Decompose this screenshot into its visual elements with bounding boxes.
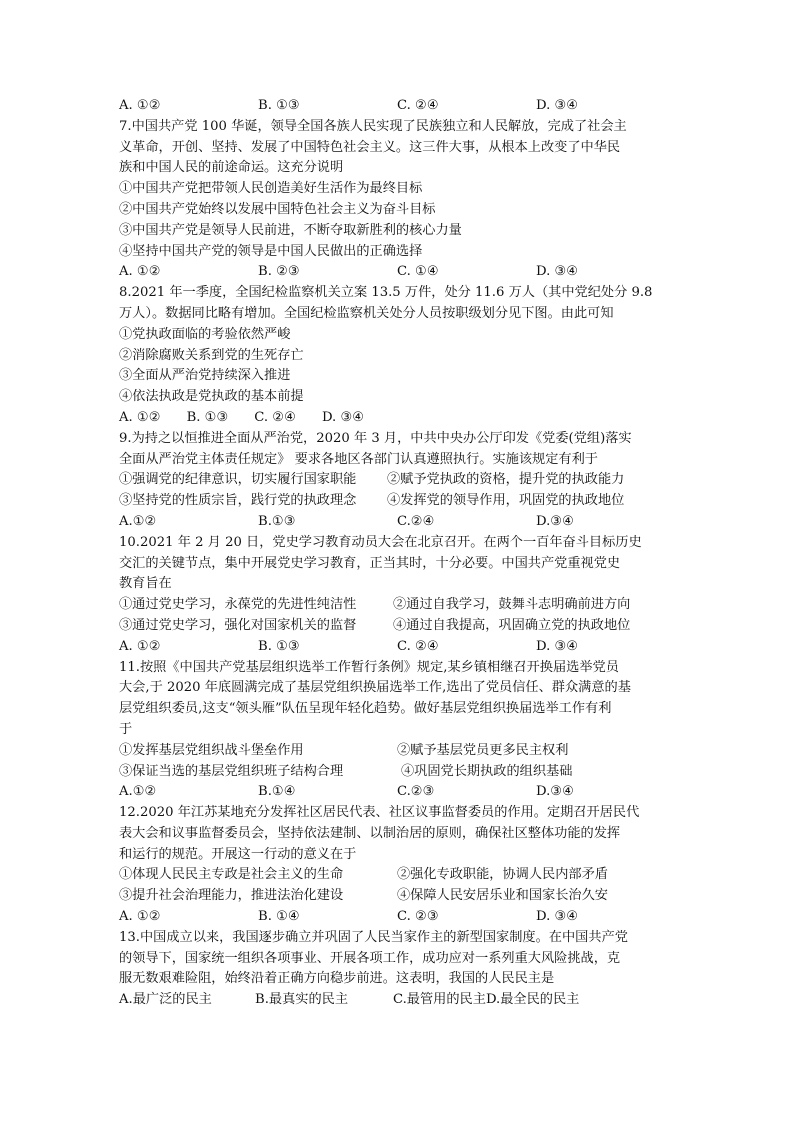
q10-option-d: D. ③④ — [536, 638, 579, 654]
q11-stem-line: 11.按照《中国共产党基层组织选举工作暂行条例》规定,某乡镇相继召开换届选举党员 — [119, 659, 619, 675]
q12-option-a: A. ①② — [119, 909, 161, 925]
q8-option-a: A. ①② — [119, 409, 161, 425]
question-12 — [119, 803, 689, 928]
q9-stem-line: 全面从严治党主体责任规定》 要求各地区各部门认真遵照执行。实施该规定有利于 — [119, 451, 598, 467]
q9-item-row — [119, 470, 689, 491]
q11-stem-line: 大会,于 2020 年底圆满完成了基层党组织换届选举工作,选出了党员信任、群众满意的基 — [119, 680, 631, 696]
q13-options — [119, 990, 689, 1011]
q12-item: ①体现人民民主专政是社会主义的生命 — [119, 867, 344, 883]
q9-item-row — [119, 491, 689, 512]
q10-stem-line: 教育旨在 — [119, 576, 172, 592]
q10-stem-line: 10.2021 年 2 月 20 日，党史学习教育动员大会在北京召开。在两个一百年奋斗目标历史 — [119, 534, 642, 550]
q7-stem-line: 族和中国人民的前途命运。这充分说明 — [119, 160, 344, 176]
exam-page — [119, 96, 689, 1011]
q11-options — [119, 782, 689, 803]
q10-item-row — [119, 616, 689, 637]
q7-item: ③中国共产党是领导人民前进，不断夺取新胜利的核心力量 — [119, 222, 462, 238]
q9-option-d: D.③④ — [536, 513, 574, 529]
q11-option-a: A.①② — [119, 784, 157, 800]
q9-option-a: A.①② — [119, 513, 157, 529]
q13-option-b: B.最真实的民主 — [255, 992, 349, 1008]
q11-item: ②赋予基层党员更多民主权利 — [397, 742, 569, 758]
q9-option-b: B.①③ — [258, 513, 296, 529]
q7-option-c: C. ①④ — [397, 264, 439, 280]
q6-option-a: A. ①② — [119, 98, 161, 113]
q7-option-a: A. ①② — [119, 264, 161, 280]
q6-option-c: C. ②④ — [397, 98, 439, 113]
q12-option-c: C. ②③ — [397, 909, 439, 925]
q9-item: ④发挥党的领导作用，巩固党的执政地位 — [387, 493, 625, 509]
q8-stem-line: 8.2021 年一季度，全国纪检监察机关立案 13.5 万件，处分 11.6 万人（其中党纪处分 9.8 — [119, 285, 653, 301]
q9-item: ②赋予党执政的资格，提升党的执政能力 — [387, 472, 625, 488]
q10-stem-line: 交汇的关键节点，集中开展党史学习教育，正当其时，十分必要。中国共产党重视党史 — [119, 555, 621, 571]
q10-item: ④通过自我提高，巩固确立党的执政地位 — [393, 617, 631, 633]
q13-stem-line: 服无数艰难险阻，始终沿着正确方向稳步前进。这表明，我国的人民民主是 — [119, 971, 555, 987]
q13-option-c: C.最管用的民主 — [393, 992, 486, 1008]
q10-option-b: B. ①③ — [258, 638, 300, 654]
q12-option-d: D. ③④ — [536, 909, 579, 925]
q11-item-row — [119, 741, 689, 762]
q11-option-c: C.②③ — [397, 784, 435, 800]
q7-options — [119, 262, 689, 283]
q8-item: ②消除腐败关系到党的生死存亡 — [119, 347, 304, 363]
q8-option-d: D. ③④ — [321, 409, 365, 425]
q6-options — [119, 96, 689, 117]
q11-stem-line: 于 — [119, 721, 133, 737]
q10-option-c: C. ②④ — [397, 638, 439, 654]
q8-item: ③全面从严治党持续深入推进 — [119, 368, 291, 384]
q10-options — [119, 637, 689, 658]
q9-options — [119, 512, 689, 533]
q7-option-b: B. ②③ — [258, 264, 300, 280]
q7-item: ④坚持中国共产党的领导是中国人民做出的正确选择 — [119, 243, 423, 259]
question-7 — [119, 117, 689, 283]
q8-stem-line: 万人）。数据同比略有增加。全国纪检监察机关处分人员按职级划分见下图。由此可知 — [119, 305, 614, 321]
q7-item: ②中国共产党始终以发展中国特色社会主义为奋斗目标 — [119, 201, 436, 217]
q8-item: ①党执政面临的考验依然严峻 — [119, 326, 291, 342]
q9-item: ③坚持党的性质宗旨，践行党的执政理念 — [119, 493, 357, 509]
q9-option-c: C.②④ — [397, 513, 435, 529]
q12-stem-line: 12.2020 年江苏某地充分发挥社区居民代表、社区议事监督委员的作用。定期召开居民代 — [119, 805, 640, 821]
q10-option-a: A. ①② — [119, 638, 161, 654]
q8-options — [119, 408, 689, 429]
question-9 — [119, 429, 689, 533]
q8-option-b: B. ①③ — [186, 409, 229, 425]
q12-stem-line: 和运行的规范。开展这一行动的意义在于 — [119, 846, 357, 862]
q13-stem-line: 的领导下，国家统一组织各项事业、开展各项工作，成功应对一系列重大风险挑战，克 — [119, 950, 621, 966]
q9-stem-line: 9.为持之以恒推进全面从严治党，2020 年 3 月，中共中央办公厅印发《党委(党组)落实 — [119, 430, 632, 446]
q7-stem-line: 7.中国共产党 100 华诞，领导全国各族人民实现了民族独立和人民解放，完成了社会主 — [119, 118, 627, 134]
q12-item-row — [119, 865, 689, 886]
q10-item: ②通过自我学习，鼓舞斗志明确前进方向 — [393, 597, 631, 613]
q13-stem-line: 13.中国成立以来，我国逐步确立并巩固了人民当家作主的新型国家制度。在中国共产党 — [119, 929, 628, 945]
q8-item: ④依法执政是党执政的基本前提 — [119, 389, 304, 405]
question-13 — [119, 928, 689, 1011]
q11-item: ④巩固党长期执政的组织基础 — [401, 763, 573, 779]
q11-option-b: B.①④ — [258, 784, 296, 800]
q11-item: ①发挥基层党组织战斗堡垒作用 — [119, 742, 304, 758]
question-10 — [119, 533, 689, 658]
q6-option-d: D. ③④ — [536, 98, 579, 113]
q11-item: ③保证当选的基层党组织班子结构合理 — [119, 763, 344, 779]
q13-option-a: A.最广泛的民主 — [119, 992, 212, 1008]
q10-item: ①通过党史学习，永葆党的先进性纯洁性 — [119, 597, 357, 613]
q13-option-d: D.最全民的民主 — [485, 992, 580, 1008]
q12-item-row — [119, 886, 689, 907]
q12-option-b: B. ①④ — [258, 909, 300, 925]
q12-item: ②强化专政职能，协调人民内部矛盾 — [397, 867, 608, 883]
q11-option-d: D.③④ — [536, 784, 574, 800]
q10-item-row — [119, 595, 689, 616]
question-8 — [119, 283, 689, 429]
q12-options — [119, 907, 689, 928]
q8-option-c: C. ②④ — [254, 409, 296, 425]
q12-item: ③提升社会治理能力，推进法治化建设 — [119, 888, 344, 904]
q7-item: ①中国共产党把带领人民创造美好生活作为最终目标 — [119, 181, 423, 197]
q7-option-d: D. ③④ — [536, 264, 579, 280]
q12-stem-line: 表大会和议事监督委员会，坚持依法建制、以制治居的原则，确保社区整体功能的发挥 — [119, 825, 621, 841]
q6-option-b: B. ①③ — [258, 98, 300, 113]
q9-item: ①强调党的纪律意识，切实履行国家职能 — [119, 472, 357, 488]
q11-item-row — [119, 762, 689, 783]
question-11 — [119, 658, 689, 804]
q12-item: ④保障人民安居乐业和国家长治久安 — [397, 888, 608, 904]
q7-stem-line: 义革命，开创、坚持、发展了中国特色社会主义。这三件大事，从根本上改变了中华民 — [119, 139, 621, 155]
q10-item: ③通过党史学习，强化对国家机关的监督 — [119, 617, 357, 633]
q11-stem-line: 层党组织委员,这支“领头雁”队伍呈现年轻化趋势。做好基层党组织换届选举工作有利 — [119, 701, 612, 717]
